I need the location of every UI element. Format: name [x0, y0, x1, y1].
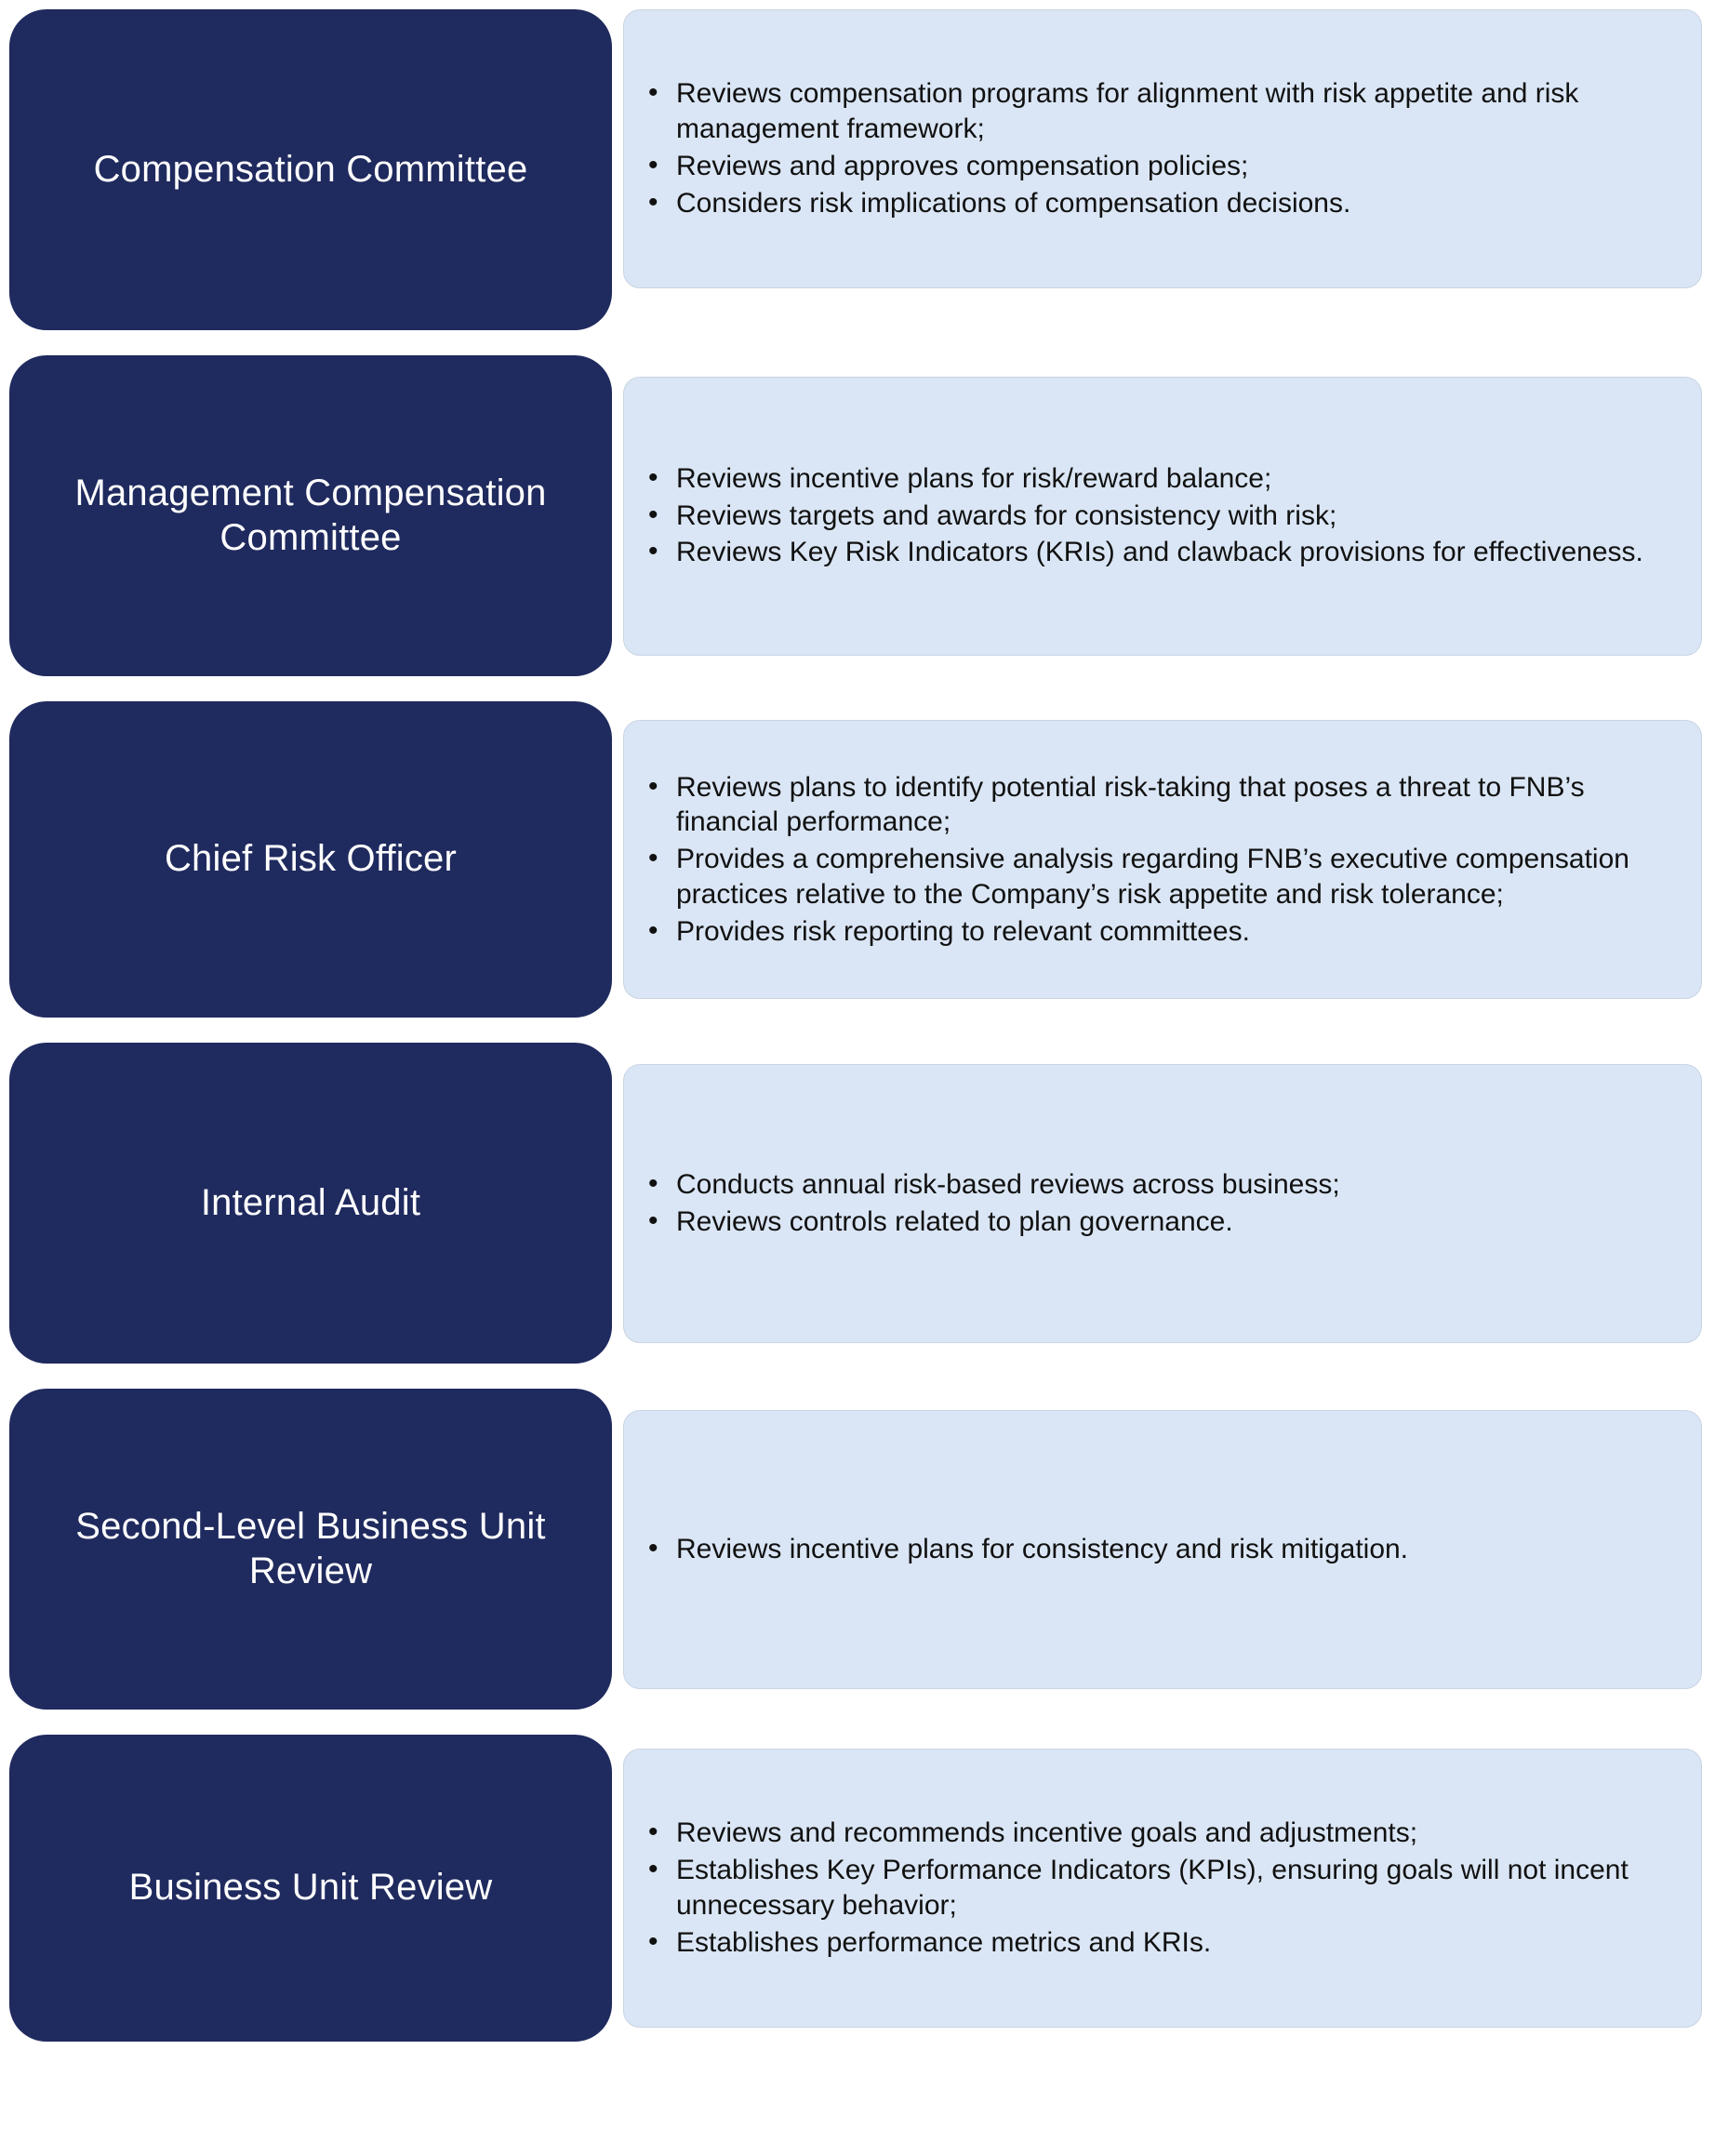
- role-label: Business Unit Review: [128, 1867, 493, 1909]
- list-item: • Reviews and approves compensation policies;: [672, 149, 1677, 184]
- bullet-list: [641, 76, 1677, 220]
- detail-box-management-compensation-committee: [623, 377, 1702, 656]
- role-label: Chief Risk Officer: [164, 838, 458, 880]
- list-item: • Provides a comprehensive analysis regarding FNB’s executive compensation practices relative to the Company’s risk appetite and risk tolerance;: [672, 842, 1677, 912]
- diagram-row: [9, 9, 1702, 330]
- list-item: • Reviews controls related to plan governance.: [672, 1204, 1677, 1240]
- bullet-list: [641, 1167, 1677, 1240]
- bullet-list: [641, 770, 1677, 950]
- role-box-compensation-committee: [9, 9, 612, 330]
- list-item: • Establishes Key Performance Indicators (KPIs), ensuring goals will not incent unnecessary behavior;: [672, 1853, 1677, 1923]
- diagram-row: [9, 701, 1702, 1018]
- role-label: Compensation Committee: [93, 148, 528, 190]
- list-item: • Provides risk reporting to relevant committees.: [672, 914, 1677, 950]
- role-label: Management Compensation Committee: [74, 472, 547, 558]
- bullet-list: [641, 1532, 1677, 1567]
- role-box-business-unit-review: [9, 1735, 612, 2042]
- list-item: • Reviews incentive plans for risk/reward balance;: [672, 461, 1677, 497]
- detail-box-internal-audit: [623, 1064, 1702, 1343]
- role-label: Internal Audit: [200, 1181, 421, 1223]
- role-box-internal-audit: [9, 1043, 612, 1364]
- role-box-chief-risk-officer: [9, 701, 612, 1018]
- list-item: • Reviews and recommends incentive goals and adjustments;: [672, 1816, 1677, 1851]
- list-item: • Reviews Key Risk Indicators (KRIs) and clawback provisions for effectiveness.: [672, 535, 1677, 570]
- role-box-second-level-business-unit-review: [9, 1389, 612, 1710]
- bullet-list: [641, 1816, 1677, 1960]
- list-item: • Establishes performance metrics and KRIs.: [672, 1925, 1677, 1961]
- role-box-management-compensation-committee: [9, 355, 612, 676]
- diagram-row: [9, 1389, 1702, 1710]
- diagram-row: [9, 355, 1702, 676]
- detail-box-compensation-committee: [623, 9, 1702, 288]
- list-item: • Reviews plans to identify potential risk-taking that poses a threat to FNB’s financial performance;: [672, 770, 1677, 841]
- diagram-row: [9, 1043, 1702, 1364]
- detail-box-business-unit-review: [623, 1749, 1702, 2028]
- detail-box-chief-risk-officer: [623, 720, 1702, 999]
- diagram-row: [9, 1735, 1702, 2042]
- list-item: • Reviews incentive plans for consistency and risk mitigation.: [672, 1532, 1677, 1567]
- list-item: • Conducts annual risk-based reviews across business;: [672, 1167, 1677, 1203]
- role-label: Second-Level Business Unit Review: [75, 1506, 546, 1591]
- list-item: • Reviews targets and awards for consistency with risk;: [672, 499, 1677, 534]
- bullet-list: [641, 461, 1677, 570]
- detail-box-second-level-business-unit-review: [623, 1410, 1702, 1689]
- list-item: • Reviews compensation programs for alignment with risk appetite and risk management framework;: [672, 76, 1677, 147]
- list-item: • Considers risk implications of compensation decisions.: [672, 186, 1677, 221]
